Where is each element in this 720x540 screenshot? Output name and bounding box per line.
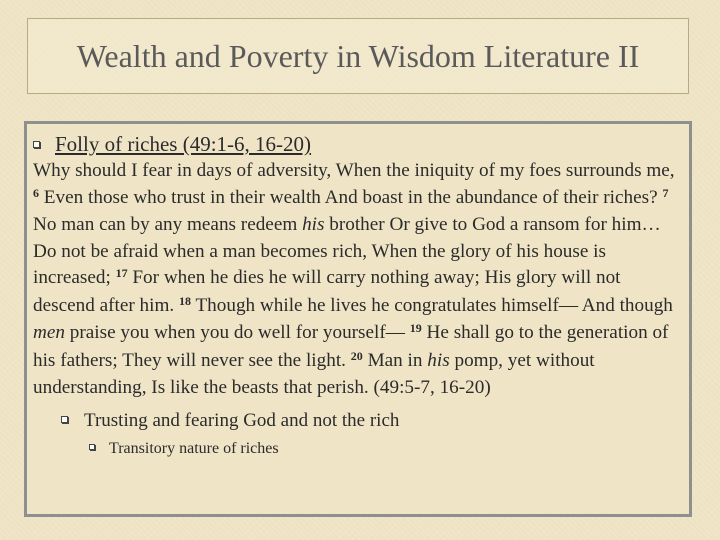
square-bullet-icon <box>33 141 40 148</box>
italic-word: men <box>33 322 65 343</box>
sub-sub-bullet <box>33 438 681 460</box>
passage-sentence: He shall go to the generation of his fathers; They will never see the light. <box>33 322 669 371</box>
sub-sub-point-text: Transitory nature of riches <box>109 439 279 457</box>
slide-title: Wealth and Poverty in Wisdom Literature II <box>76 37 640 74</box>
content-box <box>24 121 692 517</box>
verse-number: 18 <box>178 293 191 308</box>
verse-number: 6 <box>33 185 39 200</box>
passage-sentence: Even those who trust in their wealth And boast in the abundance of their riches? <box>43 186 658 208</box>
main-bullet <box>33 130 681 158</box>
passage-sentence: Why should I fear in days of adversity, When the iniquity of my foes surrounds me, <box>33 160 675 181</box>
passage-sentence: No man can by any means redeem <box>33 214 298 235</box>
passage-sentence: Man in <box>367 349 423 371</box>
square-bullet-icon <box>61 416 68 423</box>
sub-point-text: Trusting and fearing God and not the rich <box>84 409 400 431</box>
verse-number: 19 <box>409 321 422 335</box>
scripture-passage <box>33 158 681 402</box>
passage-sentence: pomp, yet without understanding, Is like the beasts that perish. (49:5-7, 16-20) <box>33 349 595 398</box>
verse-number: 17 <box>115 266 128 280</box>
passage-sentence: brother Or give to God a ransom for him…Do not be afraid when a man becomes rich, When the glory of his house is increased; <box>33 214 661 288</box>
italic-word: his <box>302 214 325 235</box>
verse-number: 20 <box>350 348 363 363</box>
passage-sentence: Though while he lives he congratulates himself— And though <box>195 294 673 316</box>
heading-text: Folly of riches (49:1-6, 16-20) <box>55 132 312 156</box>
square-bullet-icon <box>89 444 95 450</box>
title-box <box>27 18 689 94</box>
passage-sentence: For when he dies he will carry nothing away; His glory will not descend after him. <box>33 267 621 316</box>
verse-number: 7 <box>662 185 669 200</box>
sub-bullet <box>33 408 681 434</box>
italic-word: his <box>427 349 450 371</box>
passage-sentence: praise you when you do well for yourself— <box>69 322 405 343</box>
